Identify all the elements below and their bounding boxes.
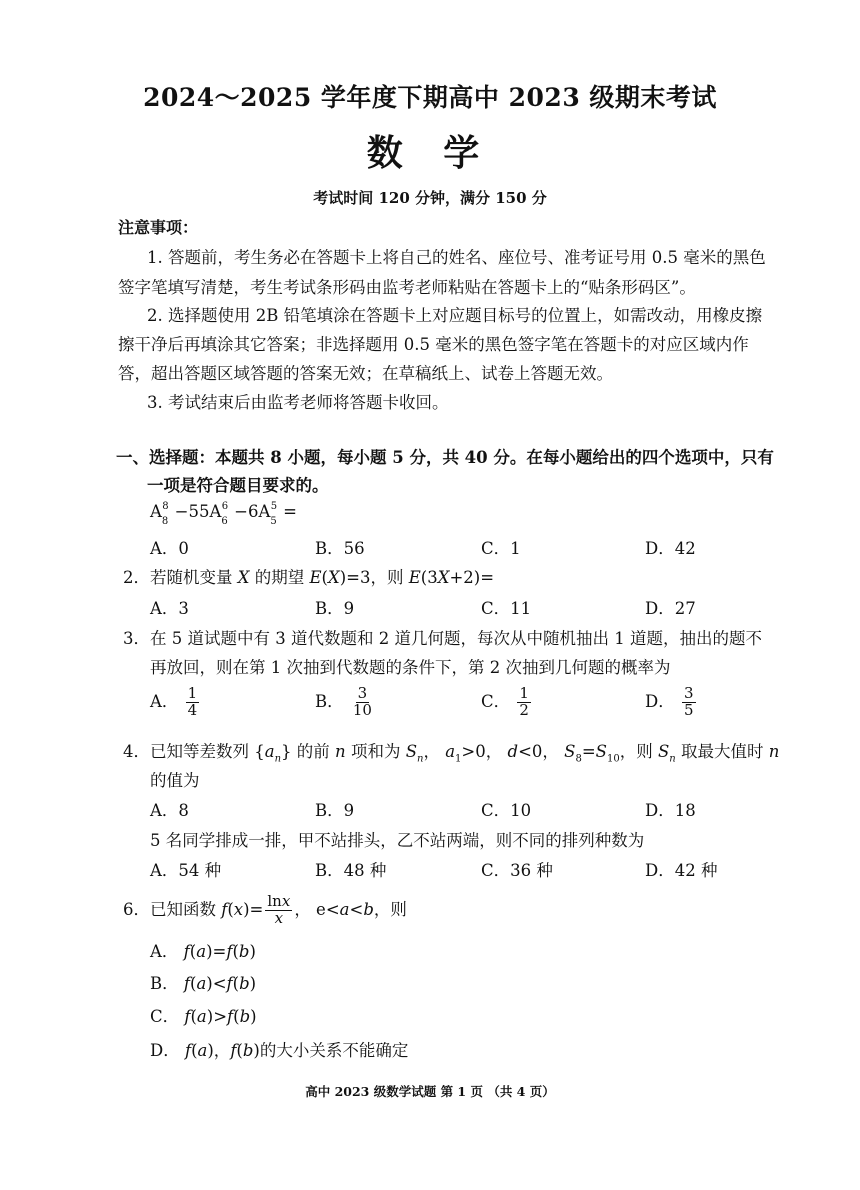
q3-c-den: 2 [519,700,529,719]
q1-option-a: A．0 [150,539,189,558]
q2-option-b: B．9 [315,599,355,618]
q3-c-label: C． [481,691,511,711]
q3-line1: 3．在 5 道试题中有 3 道代数题和 2 道几何题，每次从中随机抽出 1 道题，抽出的题不 [123,629,762,648]
q6-option-a: A． f(a)=f(b) [150,942,256,961]
q3-line2: 再放回，则在第 1 次抽到代数题的条件下，第 2 次抽到几何题的概率为 [150,658,671,677]
q3-d-den: 5 [683,700,694,719]
q4-text-a: 已知等差数列 [150,742,249,761]
q4-text-c: 项和为 [350,742,401,761]
q6-stem: 6．已知函数 f(x)= $\frac{\ln x}{x}$ ， e<a<b，则 [123,892,407,927]
q3-d-num: 3 [683,684,694,702]
q1-option-c: C．1 [481,539,521,558]
notice-1-line2: 签字笔填写清楚，考生考试条形码由监考老师粘贴在答题卡上的“贴条形码区”。 [118,278,696,297]
q3-c-num: 1 [519,684,529,702]
time-info: 考试时间 120 分钟，满分 150 分 [313,189,547,207]
q4-text-d: ，则 [619,742,653,761]
q4-line1: 4．已知等差数列 $\{a_n\}$ 的前 n 项和为 $S_n$， $a_1>0$， d<0， $S_8=S_{10}$，则 $S_n$ 取最大值时 n [123,742,780,765]
q1-option-b: B．56 [315,539,365,558]
q2-text-b: 的期望 [254,568,305,587]
notice-2-line2: 擦干净后再填涂其它答案；非选择题用 0.5 毫米的黑色签字笔在答题卡的对应区域内作 [118,335,749,354]
q5-option-c: C．36 种 [481,861,553,880]
q1-option-d: D．42 [645,539,696,558]
notice-2-line3: 答，超出答题区域答题的答案无效；在草稿纸上、试卷上答题无效。 [118,364,613,383]
notice-2-line1: 2. 选择题使用 2B 铅笔填涂在答题卡上对应题目标号的位置上，如需改动，用橡皮擦 [147,306,763,325]
q6-option-c: C． f(a)>f(b) [150,1007,257,1026]
q3-b-num: 3 [357,684,368,702]
q4-option-a: A．8 [150,801,189,820]
q3-option-a [150,686,201,719]
notice-heading: 注意事项： [118,218,199,237]
q2-option-a: A．3 [150,599,189,618]
q5-option-a: A．54 种 [150,861,222,880]
q6-text-a: 已知函数 [150,899,216,919]
q4-option-b: B．9 [315,801,355,820]
subject-title: 数 学 [366,132,494,174]
q3-b-den: 10 [352,700,372,719]
q2-number: 2． [123,568,150,587]
q4-option-d: D．18 [645,801,696,820]
q2-text-a: 若随机变量 [150,568,233,587]
q4-text-e: 取最大值时 [680,742,764,761]
q3-option-d [645,686,698,719]
section1-line2: 一项是符合题目要求的。 [147,476,329,495]
q3-a-num: 1 [187,684,198,702]
q3-option-c [481,686,533,719]
q6-b-label: B． [150,974,179,993]
section1-line1: 一、选择题：本题共 8 小题，每小题 5 分，共 40 分。在每小题给出的四个选项中，只有 [116,448,774,467]
q6-a-label: A． [150,942,179,961]
q2-option-d: D．27 [645,599,696,618]
q3-b-label: B． [315,691,344,711]
q3-option-b [315,686,376,719]
q6-number: 6． [123,899,150,919]
q4-number: 4． [123,742,150,761]
page-footer: 高中 2023 级数学试题 第 1 页 （共 4 页） [305,1084,555,1099]
q1-stem: $A_8^8 -55A_6^6 -6A_5^5$ = [150,500,297,528]
q3-d-label: D． [645,691,675,711]
q5-stem: 5 名同学排成一排，甲不站排头，乙不站两端，则不同的排列种数为 [150,831,645,850]
notice-3-line1: 3. 考试结束后由监考老师将答题卡收回。 [147,393,449,412]
q6-d-suffix: 的大小关系不能确定 [259,1041,409,1060]
q3-a-label: A． [150,691,179,711]
q5-option-b: B．48 种 [315,861,387,880]
exam-title: 2024～2025 学年度下期高中 2023 级期末考试 [143,83,717,112]
q6-d-label: D． [150,1041,180,1060]
q5-option-d: D．42 种 [645,861,718,880]
q2-option-c: C．11 [481,599,532,618]
q6-c-label: C． [150,1007,180,1026]
notice-1-line1: 1. 答题前，考生务必在答题卡上将自己的姓名、座位号、准考证号用 0.5 毫米的黑色 [147,248,766,267]
q6-option-b: B． f(a)<f(b) [150,974,257,993]
q6-text-b: ，则 [373,899,407,919]
q4-text-b: 的前 [296,742,330,761]
q6-option-d: D． f(a)，f(b)的大小关系不能确定 [150,1041,409,1060]
q2-text-c: ，则 [370,568,404,587]
q3-a-den: 4 [187,700,198,719]
q4-option-c: C．10 [481,801,532,820]
q4-line2: 的值为 [150,771,200,790]
q2-stem: 2．若随机变量 X 的期望 E(X)=3，则 E(3X+2)= [123,568,495,587]
